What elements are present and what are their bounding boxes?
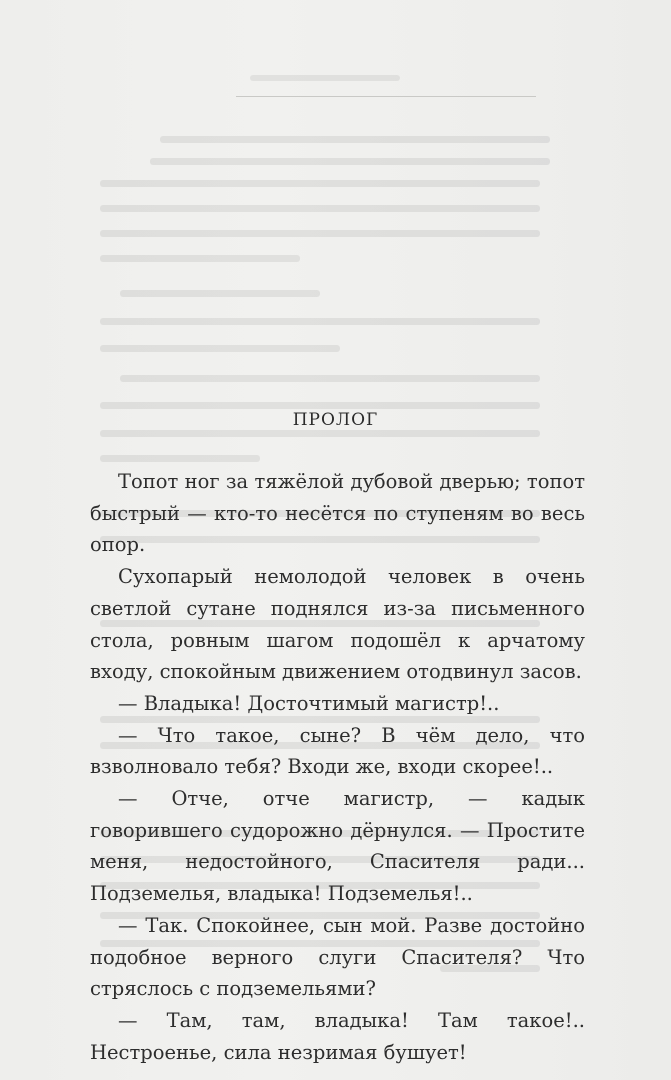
body-text — [90, 466, 585, 1068]
paragraph: — Там, там, владыка! Там такое!.. Нестроенье, сила незримая бушует! — [90, 1008, 585, 1064]
paragraph: Топот ног за тяжёлой дубовой дверью; топот быстрый — кто-то несётся по ступеням во весь опор. — [90, 470, 585, 557]
bleed-header-rule — [236, 96, 536, 97]
paragraph: — Отче, отче магистр, — кадык говорившего судорожно дёрнулся. — Простите меня, недостойного, Спасителя ради... Подземелья, владыка! Подземелья!.. — [90, 787, 585, 906]
chapter-title: ПРОЛОГ — [292, 410, 379, 430]
paragraph: — Что такое, сыне? В чём дело, что взволновало тебя? Входи же, входи скорее!.. — [90, 723, 585, 779]
paragraph: — Так. Спокойнее, сын мой. Разве достойно подобное верного слуги Спасителя? Что стряслось с подземельями? — [90, 913, 585, 1001]
paragraph: — Владыка! Досточтимый магистр!.. — [118, 691, 500, 715]
paragraph: Сухопарый немолодой человек в очень светлой сутане поднялся из-за письменного стола, ровным шагом подошёл к арчатому входу, спокойным движением отодвинул засов. — [90, 565, 585, 684]
